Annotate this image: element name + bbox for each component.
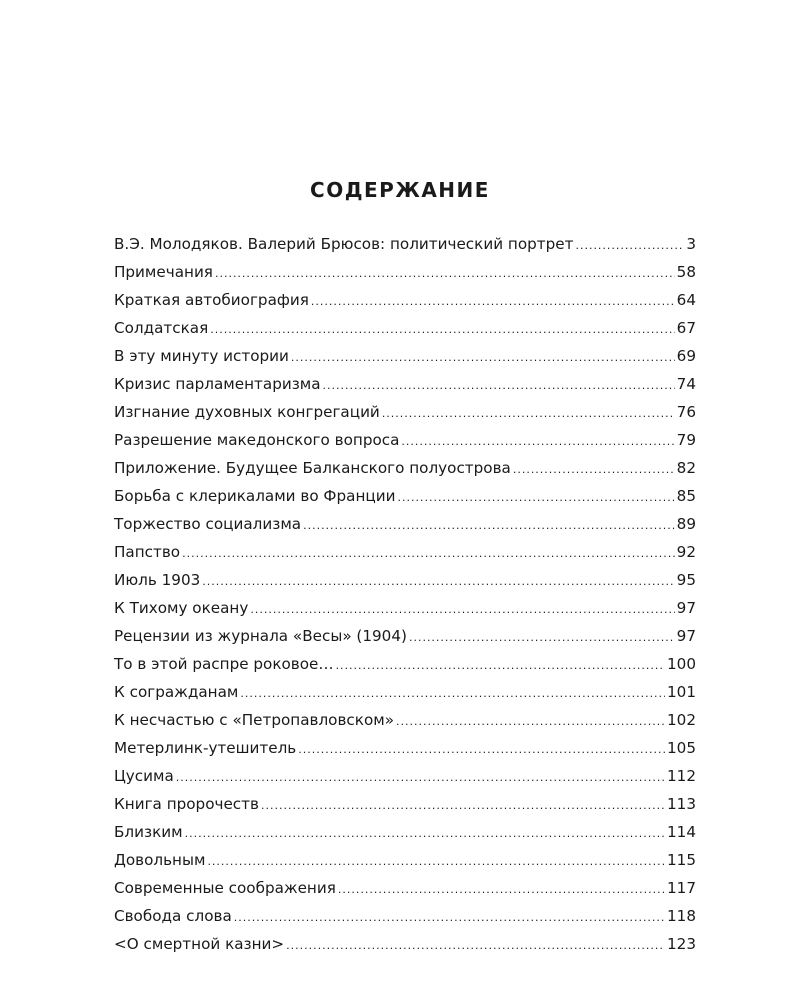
toc-page-number: 102 <box>667 711 696 729</box>
toc-entry <box>114 734 696 762</box>
toc-entry <box>114 426 696 454</box>
toc-entry-title: Рецензии из журнала «Весы» (1904) <box>114 627 407 645</box>
toc-page-number: 64 <box>676 291 696 309</box>
toc-page-number: 67 <box>676 319 696 337</box>
toc-entry-title: К согражданам <box>114 683 239 701</box>
toc-entry <box>114 538 696 566</box>
toc-entry-title: Примечания <box>114 263 213 281</box>
toc-page-number: 95 <box>676 571 696 589</box>
toc-entry-title: Приложение. Будущее Балканского полуострова <box>114 459 511 477</box>
toc-entry-title: Солдатская <box>114 319 209 337</box>
table-of-contents <box>114 230 696 958</box>
toc-entry <box>114 678 696 706</box>
dot-leader <box>286 932 665 960</box>
toc-entry <box>114 650 696 678</box>
dot-leader <box>397 484 674 512</box>
dot-leader <box>323 372 675 400</box>
dot-leader <box>311 288 675 316</box>
toc-page-number: 100 <box>667 655 696 673</box>
toc-entry <box>114 594 696 622</box>
toc-entry-title: К несчастью с «Петропавловском» <box>114 711 394 729</box>
toc-entry-title: Папство <box>114 543 181 561</box>
toc-entry-title: Краткая автобиография <box>114 291 309 309</box>
toc-entry-title: Близким <box>114 823 183 841</box>
toc-entry-title: Довольным <box>114 851 206 869</box>
toc-entry <box>114 790 696 818</box>
toc-entry-title: Борьба с клерикалами во Франции <box>114 487 396 505</box>
toc-entry <box>114 706 696 734</box>
toc-entry-title: Июль 1903 <box>114 571 201 589</box>
toc-entry <box>114 846 696 874</box>
toc-entry-title: Книга пророчеств <box>114 795 259 813</box>
toc-page-number: 117 <box>667 879 696 897</box>
toc-entry <box>114 510 696 538</box>
toc-page-number: 58 <box>676 263 696 281</box>
dot-leader <box>303 512 675 540</box>
dot-leader <box>215 260 675 288</box>
toc-page-number: 123 <box>667 935 696 953</box>
toc-page-number: 85 <box>676 487 696 505</box>
dot-leader <box>382 400 675 428</box>
toc-page-number: 3 <box>686 235 696 253</box>
toc-page-number: 101 <box>667 683 696 701</box>
toc-page-number: 105 <box>667 739 696 757</box>
dot-leader <box>207 848 665 876</box>
dot-leader <box>298 736 665 764</box>
dot-leader <box>176 764 665 792</box>
toc-entry <box>114 286 696 314</box>
toc-entry <box>114 902 696 930</box>
toc-entry <box>114 398 696 426</box>
toc-entry <box>114 762 696 790</box>
toc-entry <box>114 230 696 258</box>
dot-leader <box>575 232 684 260</box>
dot-leader <box>291 344 675 372</box>
toc-page-number: 69 <box>676 347 696 365</box>
toc-entry <box>114 482 696 510</box>
page-title: СОДЕРЖАНИЕ <box>310 178 490 202</box>
dot-leader <box>338 876 665 904</box>
toc-entry-title: Метерлинк-утешитель <box>114 739 297 757</box>
dot-leader <box>401 428 674 456</box>
toc-page-number: 76 <box>676 403 696 421</box>
toc-entry <box>114 454 696 482</box>
toc-entry <box>114 370 696 398</box>
toc-page-number: 79 <box>676 431 696 449</box>
dot-leader <box>202 568 674 596</box>
toc-entry <box>114 258 696 286</box>
dot-leader <box>210 316 674 344</box>
toc-entry-title: Разрешение македонского вопроса <box>114 431 400 449</box>
dot-leader <box>240 680 665 708</box>
dot-leader <box>250 596 674 624</box>
toc-page-number: 97 <box>676 599 696 617</box>
toc-entry <box>114 818 696 846</box>
toc-entry-title: Цусима <box>114 767 174 785</box>
dot-leader <box>234 904 665 932</box>
toc-entry-title: Современные соображения <box>114 879 336 897</box>
toc-entry-title: Торжество социализма <box>114 515 302 533</box>
toc-entry <box>114 930 696 958</box>
toc-page-number: 118 <box>667 907 696 925</box>
toc-page-number: 92 <box>676 543 696 561</box>
toc-page-number: 115 <box>667 851 696 869</box>
toc-entry <box>114 566 696 594</box>
toc-entry-title: То в этой распре роковое… <box>114 655 334 673</box>
toc-entry <box>114 342 696 370</box>
toc-entry <box>114 874 696 902</box>
dot-leader <box>185 820 665 848</box>
toc-entry-title: Изгнание духовных конгрегаций <box>114 403 380 421</box>
dot-leader <box>336 652 665 680</box>
dot-leader <box>396 708 665 736</box>
toc-entry <box>114 314 696 342</box>
toc-entry-title: Кризис парламентаризма <box>114 375 321 393</box>
toc-page-number: 97 <box>676 627 696 645</box>
toc-entry-title: К Тихому океану <box>114 599 249 617</box>
dot-leader <box>182 540 675 568</box>
dot-leader <box>513 456 675 484</box>
toc-entry <box>114 622 696 650</box>
toc-page-number: 113 <box>667 795 696 813</box>
toc-entry-title: В эту минуту истории <box>114 347 289 365</box>
toc-page-number: 112 <box>667 767 696 785</box>
dot-leader <box>261 792 665 820</box>
toc-entry-title: <О смертной казни> <box>114 935 285 953</box>
toc-page-number: 114 <box>667 823 696 841</box>
dot-leader <box>409 624 675 652</box>
toc-entry-title: В.Э. Молодяков. Валерий Брюсов: политический портрет <box>114 235 574 253</box>
toc-page-number: 74 <box>676 375 696 393</box>
toc-page-number: 89 <box>676 515 696 533</box>
toc-entry-title: Свобода слова <box>114 907 232 925</box>
toc-page-number: 82 <box>676 459 696 477</box>
